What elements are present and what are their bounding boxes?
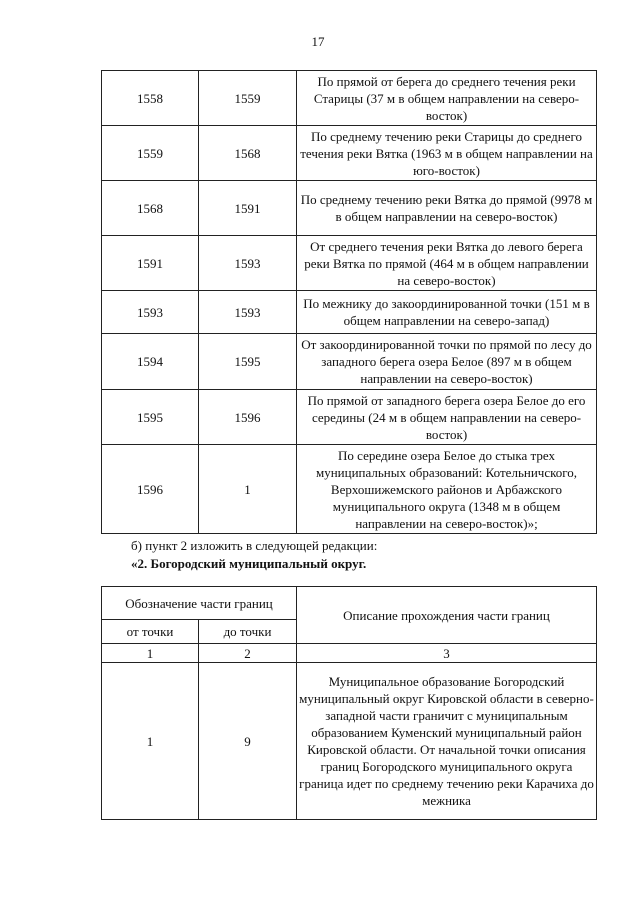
description-cell: От среднего течения реки Вятка до левого берега реки Вятка по прямой (464 м в общем направлении на северо-восток) bbox=[297, 236, 597, 291]
to-point-cell: 1593 bbox=[199, 236, 297, 291]
to-point-cell: 1595 bbox=[199, 334, 297, 390]
to-point-cell: 1568 bbox=[199, 126, 297, 181]
table-row bbox=[102, 291, 597, 334]
to-point-cell: 1 bbox=[199, 445, 297, 534]
column-number-cell: 1 bbox=[102, 644, 199, 663]
from-point-cell: 1 bbox=[102, 663, 199, 820]
table-row bbox=[102, 663, 597, 820]
from-point-cell: 1558 bbox=[102, 71, 199, 126]
column-number-cell: 3 bbox=[297, 644, 597, 663]
description-cell: По середине озера Белое до стыка трех муниципальных образований: Котельничского, Верхошижемского районов и Арбажского муниципального округа (1348 м в общем направлении на северо-восток)»; bbox=[297, 445, 597, 534]
description-cell: По среднему течению реки Вятка до прямой (9978 м в общем направлении на северо-восток) bbox=[297, 181, 597, 236]
header-description-cell: Описание прохождения части границ bbox=[297, 587, 597, 644]
to-point-cell: 9 bbox=[199, 663, 297, 820]
description-cell: Муниципальное образование Богородский муниципальный округ Кировской области в северно-западной части граничит с муниципальным образованием Куменский муниципальный район Кировской области. От начальной точки описания границ Богородского муниципального округа граница идет по среднему течению реки Карачиха до межника bbox=[297, 663, 597, 820]
from-point-cell: 1568 bbox=[102, 181, 199, 236]
boundary-table-new bbox=[101, 586, 597, 820]
table-row bbox=[102, 71, 597, 126]
table-header-row bbox=[102, 587, 597, 620]
from-point-cell: 1593 bbox=[102, 291, 199, 334]
header-to-cell: до точки bbox=[199, 620, 297, 644]
description-cell: По среднему течению реки Старицы до среднего течения реки Вятка (1963 м в общем направлении на юго-восток) bbox=[297, 126, 597, 181]
header-group-cell: Обозначение части границ bbox=[102, 587, 297, 620]
page-number: 17 bbox=[311, 34, 325, 49]
to-point-cell: 1593 bbox=[199, 291, 297, 334]
description-cell: От закоординированной точки по прямой по лесу до западного берега озера Белое (897 м в общем направлении на северо-восток) bbox=[297, 334, 597, 390]
description-cell: По прямой от берега до среднего течения реки Старицы (37 м в общем направлении на северо-восток) bbox=[297, 71, 597, 126]
table-row bbox=[102, 334, 597, 390]
table-row bbox=[102, 445, 597, 534]
header-from-cell: от точки bbox=[102, 620, 199, 644]
from-point-cell: 1591 bbox=[102, 236, 199, 291]
to-point-cell: 1591 bbox=[199, 181, 297, 236]
description-cell: По прямой от западного берега озера Белое до его середины (24 м в общем направлении на северо-восток) bbox=[297, 390, 597, 445]
to-point-cell: 1596 bbox=[199, 390, 297, 445]
from-point-cell: 1559 bbox=[102, 126, 199, 181]
table-row bbox=[102, 181, 597, 236]
paragraph-b: б) пункт 2 изложить в следующей редакции: bbox=[131, 538, 378, 553]
description-cell: По межнику до закоординированной точки (151 м в общем направлении на северо-запад) bbox=[297, 291, 597, 334]
from-point-cell: 1596 bbox=[102, 445, 199, 534]
column-number-cell: 2 bbox=[199, 644, 297, 663]
column-number-row bbox=[102, 644, 597, 663]
section-heading: «2. Богородский муниципальный округ. bbox=[131, 556, 367, 571]
table-row bbox=[102, 236, 597, 291]
boundary-table-continued bbox=[101, 70, 597, 534]
table-row bbox=[102, 390, 597, 445]
table-row bbox=[102, 126, 597, 181]
from-point-cell: 1594 bbox=[102, 334, 199, 390]
from-point-cell: 1595 bbox=[102, 390, 199, 445]
to-point-cell: 1559 bbox=[199, 71, 297, 126]
